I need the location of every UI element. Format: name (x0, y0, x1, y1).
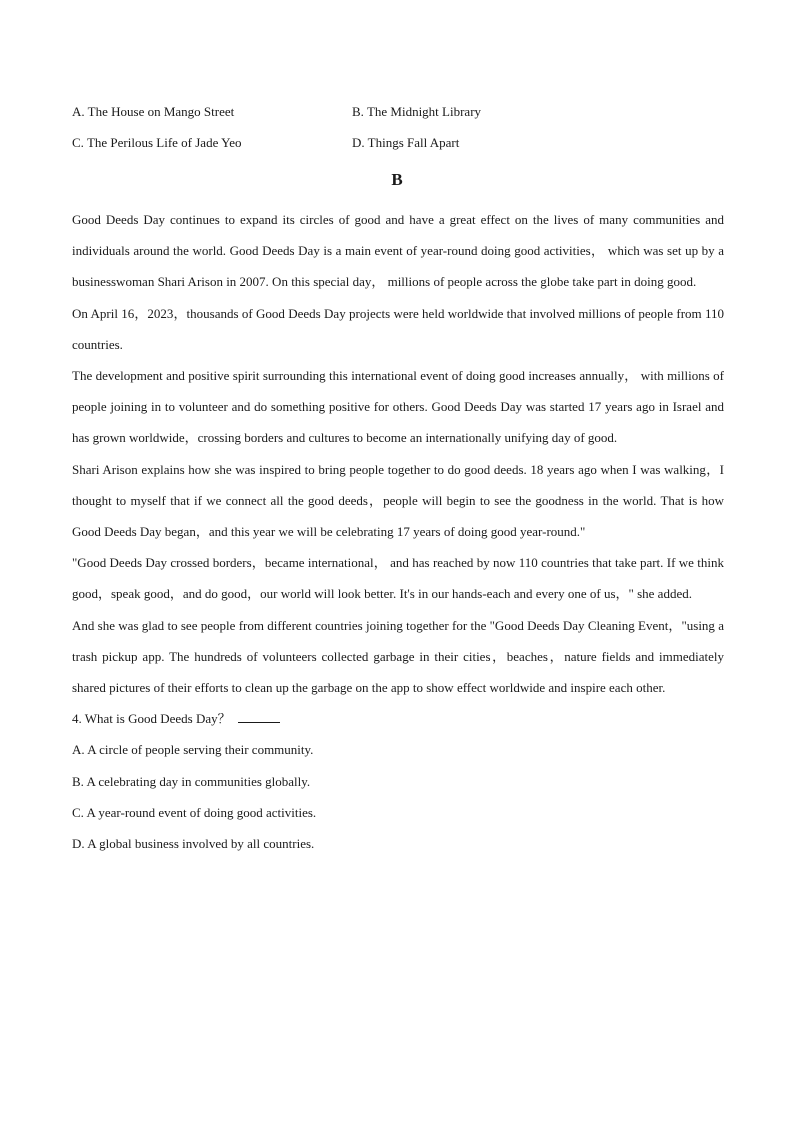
option-letter: B. (352, 104, 364, 119)
answer-option-c[interactable] (72, 797, 724, 828)
option-text: Things Fall Apart (367, 135, 460, 150)
answer-text: A circle of people serving their community. (87, 742, 314, 758)
passage-paragraph: On April 16，2023，thousands of Good Deeds Day projects were held worldwide that involved millions of people from 110 countries. (72, 305, 724, 352)
answer-option-a[interactable] (72, 734, 724, 765)
option-letter: D. (352, 135, 365, 150)
section-heading: B (391, 170, 403, 189)
passage-paragraph: Shari Arison explains how she was inspired to bring people together to do good deeds. 18 years ago when I was walking，I thought to myself that if we connect all the good deeds，people will begin to see the goodness in the world. That is how Good Deeds Day began，and this year we will be celebrating 17 years of doing good year-round." (72, 461, 724, 540)
reading-passage (72, 204, 724, 859)
option-text: The House on Mango Street (87, 104, 235, 119)
options-row-2 (72, 132, 722, 163)
passage-paragraph: And she was glad to see people from different countries joining together for the "Good Deeds Day Cleaning Event，"using a trash pickup app. The hundreds of volunteers collected garbage in their cities，beaches，nature fields and immediately shared pictures of their efforts to clean up the garbage on the app to show effect worldwide and inspire each other. (72, 617, 724, 696)
answer-option-b[interactable] (72, 766, 724, 797)
previous-question-options (72, 101, 722, 163)
answer-option-d[interactable] (72, 828, 724, 859)
question-text: What is Good Deeds Day？ (84, 711, 231, 727)
option-c (72, 132, 241, 154)
option-text: The Perilous Life of Jade Yeo (86, 135, 242, 150)
option-b (352, 101, 481, 123)
option-text: The Midnight Library (366, 104, 482, 119)
option-letter: C. (72, 135, 84, 150)
answer-letter: A. (72, 742, 85, 758)
answer-text: A year-round event of doing good activities. (86, 804, 317, 820)
answer-letter: D. (72, 836, 85, 852)
passage-paragraph: Good Deeds Day continues to expand its circles of good and have a great effect on the lives of many communities and individuals around the world. Good Deeds Day is a main event of year-round doing good activities， which was set up by a businesswoman Shari Arison in 2007. On this special day， millions of people across the globe take part in doing good. (72, 212, 724, 290)
option-letter: A. (72, 104, 85, 119)
option-d (352, 132, 459, 154)
question-number: 4. (72, 711, 82, 727)
answer-text: A global business involved by all countries. (87, 836, 315, 852)
answer-blank[interactable] (238, 710, 280, 723)
answer-text: A celebrating day in communities globally. (86, 773, 311, 789)
passage-paragraph: The development and positive spirit surrounding this international event of doing good increases annually， with millions of people joining in to volunteer and do something positive for others. Good Deeds Day was started 17 years ago in Israel and has grown worldwide，crossing borders and cultures to become an internationally unifying day of good. (72, 368, 724, 446)
question-4 (72, 703, 724, 734)
answer-letter: C. (72, 804, 84, 820)
answer-letter: B. (72, 773, 84, 789)
option-a (72, 101, 234, 123)
passage-paragraph: "Good Deeds Day crossed borders，became international， and has reached by now 110 countries that take part. If we think good，speak good，and do good，our world will look better. It's in our hands-each and every one of us，" she added. (72, 555, 724, 602)
options-row-1 (72, 101, 722, 132)
